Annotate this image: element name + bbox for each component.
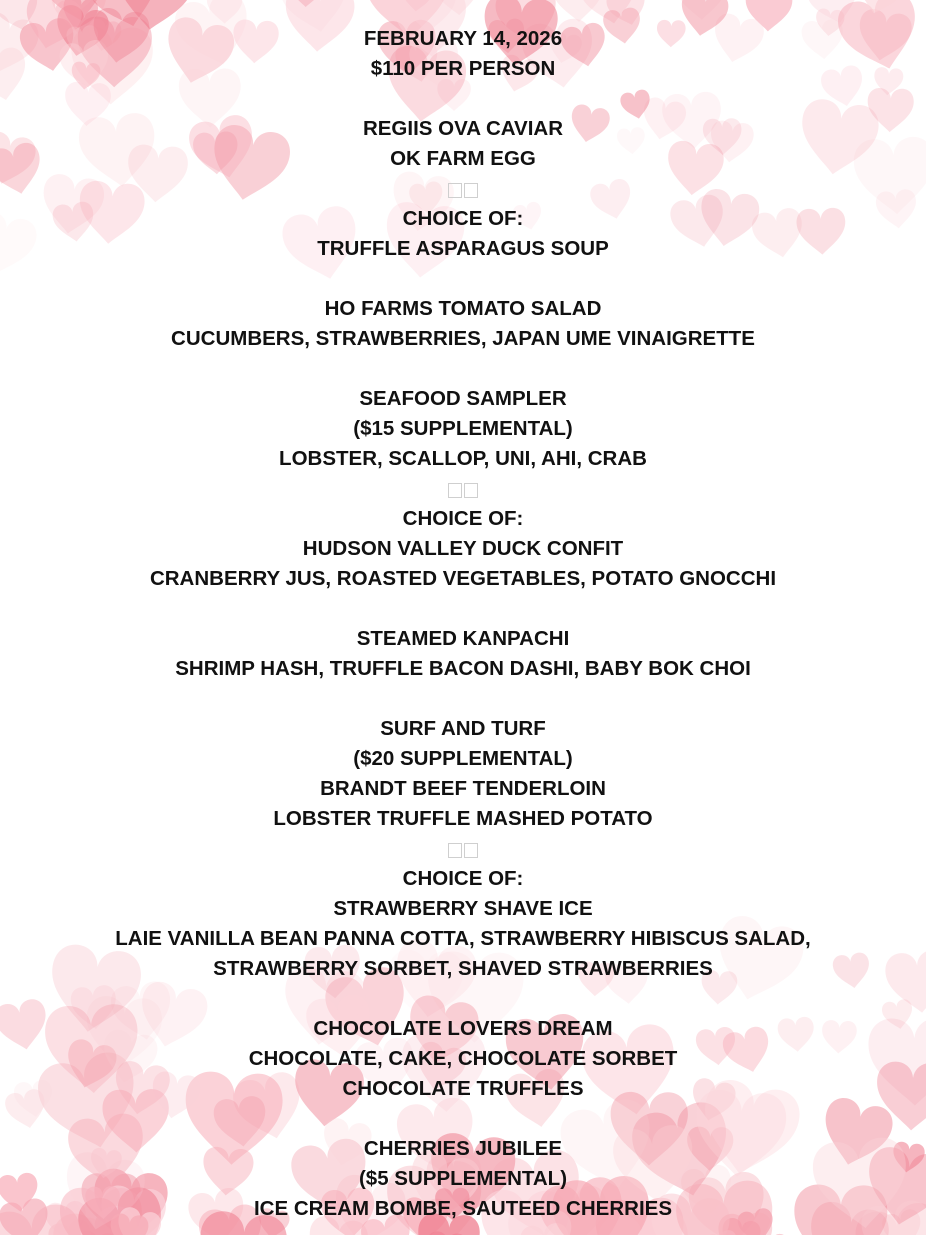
course4-option2-desc1: CHOCOLATE, CAKE, CHOCOLATE SORBET bbox=[248, 1047, 678, 1070]
menu-document bbox=[0, 24, 926, 1224]
menu-date: FEBRUARY 14, 2026 bbox=[363, 27, 563, 50]
course4-choice-label: CHOICE OF: bbox=[402, 867, 524, 890]
missing-glyph-box-icon bbox=[464, 483, 478, 498]
spacer bbox=[0, 354, 926, 384]
course4-option3-desc: ICE CREAM BOMBE, SAUTEED CHERRIES bbox=[253, 1197, 672, 1220]
spacer bbox=[0, 264, 926, 294]
course3-option2-desc: SHRIMP HASH, TRUFFLE BACON DASHI, BABY BOK CHOI bbox=[175, 657, 751, 680]
course4-option2-desc2: CHOCOLATE TRUFFLES bbox=[342, 1077, 584, 1100]
spacer bbox=[0, 684, 926, 714]
spacer bbox=[0, 594, 926, 624]
course2-option3-desc: LOBSTER, SCALLOP, UNI, AHI, CRAB bbox=[279, 447, 647, 470]
course2-option2-desc: CUCUMBERS, STRAWBERRIES, JAPAN UME VINAIGRETTE bbox=[171, 327, 755, 350]
missing-glyph-box-icon bbox=[448, 483, 462, 498]
spacer bbox=[0, 84, 926, 114]
spacer bbox=[0, 1104, 926, 1134]
course4-option3-name: CHERRIES JUBILEE bbox=[363, 1137, 563, 1160]
course1-item-name: REGIIS OVA CAVIAR bbox=[362, 117, 564, 140]
course2-choice-label: CHOICE OF: bbox=[402, 207, 524, 230]
course-separator bbox=[0, 474, 926, 504]
missing-glyph-box-icon bbox=[448, 183, 462, 198]
menu-price: $110 PER PERSON bbox=[370, 57, 556, 80]
spacer bbox=[0, 984, 926, 1014]
missing-glyph-box-icon bbox=[464, 183, 478, 198]
course-separator bbox=[0, 174, 926, 204]
course2-option3-name: SEAFOOD SAMPLER bbox=[359, 387, 567, 410]
course3-option3-line2: LOBSTER TRUFFLE MASHED POTATO bbox=[273, 807, 653, 830]
course3-option2-name: STEAMED KANPACHI bbox=[356, 627, 570, 650]
course1-item-detail: OK FARM EGG bbox=[390, 147, 536, 170]
course3-option3-name: SURF AND TURF bbox=[380, 717, 546, 740]
course3-choice-label: CHOICE OF: bbox=[402, 507, 524, 530]
missing-glyph-box-icon bbox=[464, 843, 478, 858]
course3-option1-desc: CRANBERRY JUS, ROASTED VEGETABLES, POTATO GNOCCHI bbox=[149, 567, 777, 590]
course2-option1-name: TRUFFLE ASPARAGUS SOUP bbox=[317, 237, 609, 260]
course4-option1-desc2: STRAWBERRY SORBET, SHAVED STRAWBERRIES bbox=[213, 957, 713, 980]
course4-option1-name: STRAWBERRY SHAVE ICE bbox=[333, 897, 593, 920]
course4-option2-name: CHOCOLATE LOVERS DREAM bbox=[313, 1017, 613, 1040]
course4-option3-supplement: ($5 SUPPLEMENTAL) bbox=[358, 1167, 568, 1190]
course2-option2-name: HO FARMS TOMATO SALAD bbox=[324, 297, 602, 320]
course3-option1-name: HUDSON VALLEY DUCK CONFIT bbox=[302, 537, 624, 560]
missing-glyph-box-icon bbox=[448, 843, 462, 858]
course4-option1-desc1: LAIE VANILLA BEAN PANNA COTTA, STRAWBERRY HIBISCUS SALAD, bbox=[115, 927, 811, 950]
course3-option3-line1: BRANDT BEEF TENDERLOIN bbox=[320, 777, 606, 800]
course2-option3-supplement: ($15 SUPPLEMENTAL) bbox=[353, 417, 573, 440]
course-separator bbox=[0, 834, 926, 864]
course3-option3-supplement: ($20 SUPPLEMENTAL) bbox=[353, 747, 573, 770]
